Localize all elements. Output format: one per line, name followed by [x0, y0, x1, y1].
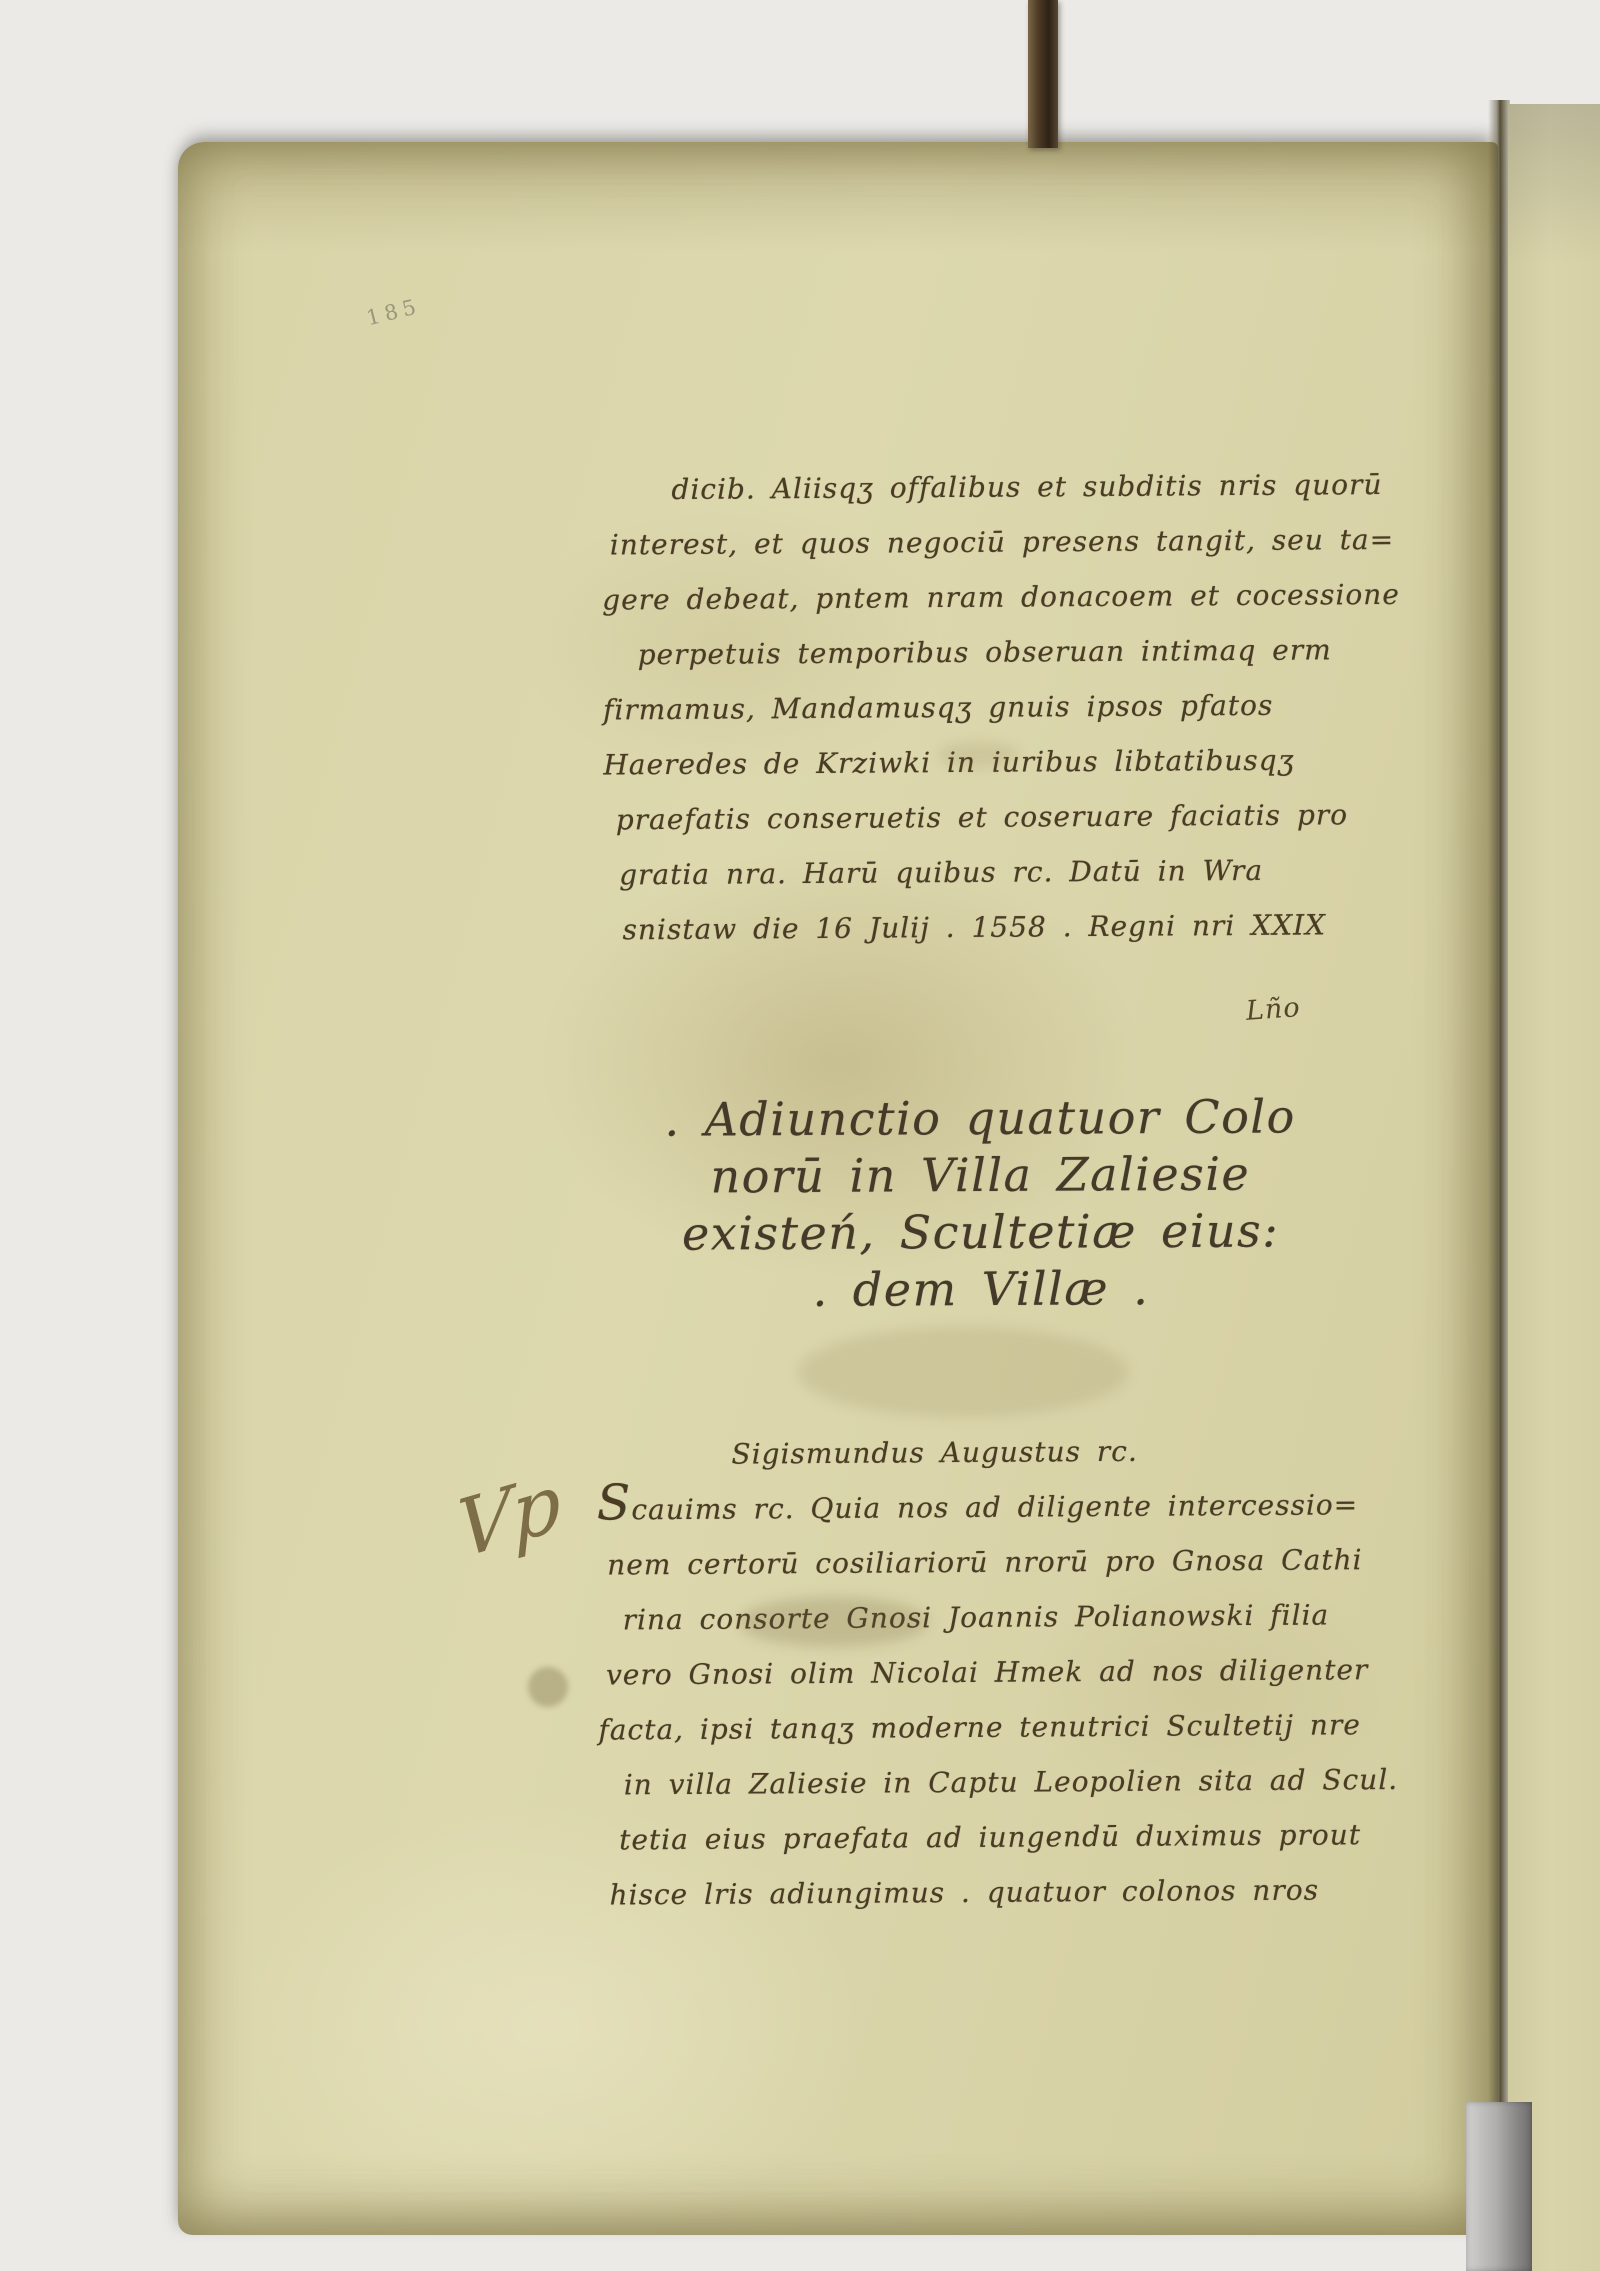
manuscript-line: praefatis conseruetis et coseruare faciatis pro: [615, 798, 1349, 837]
metal-clasp: [1466, 2102, 1532, 2271]
manuscript-line: hisce lris adiungimus . quatuor colonos nros: [609, 1873, 1320, 1912]
manuscript-line: nem certorū cosiliariorū nrorū pro Gnosa Cathi: [607, 1543, 1363, 1582]
marginal-note: Lño: [1244, 992, 1302, 1027]
manuscript-line: snistaw die 16 Julij . 1558 . Regni nri XXIX: [622, 908, 1327, 947]
manuscript-line: perpetuis temporibus obseruan intimaq erm: [637, 633, 1332, 672]
manuscript-line: rina consorte Gnosi Joannis Polianowski filia: [622, 1598, 1330, 1637]
manuscript-line: gratia nra. Harū quibus rc. Datū in Wra: [619, 853, 1264, 892]
folio-number: 185: [363, 293, 424, 331]
book-gutter-crease: [1488, 100, 1510, 2271]
section-heading: [607, 1088, 1353, 1320]
facing-page-edge: [1508, 104, 1600, 2271]
manuscript-line: dicib. Aliisqʒ offalibus et subditis nris quorū: [671, 467, 1383, 506]
manuscript-line: Sigismundus Augustus rc.: [731, 1434, 1138, 1471]
margin-paraph: Vp: [454, 1456, 564, 1578]
heading-line: . Adiunctio quatuor Colo: [664, 1089, 1296, 1147]
manuscript-line: in villa Zaliesie in Captu Leopolien sita ad Scul.: [623, 1762, 1399, 1802]
manuscript-page: [178, 142, 1498, 2235]
manuscript-line: gere debeat, pntem nram donacoem et cocessione: [602, 577, 1400, 617]
manuscript-line: vero Gnosi olim Nicolai Hmek ad nos diligenter: [605, 1653, 1369, 1692]
manuscript-line: tetia eius praefata ad iungendū duximus prout: [619, 1818, 1362, 1857]
heading-line: existeń, Scultetiæ eius:: [681, 1203, 1280, 1261]
bleedthrough-smudge: [798, 1327, 1128, 1417]
manuscript-line: interest, et quos negociū presens tangit, seu ta=: [609, 522, 1395, 562]
manuscript-line: facta, ipsi tanqʒ moderne tenutrici Scultetij nre: [598, 1708, 1361, 1747]
bleedthrough-smudge: [938, 742, 1018, 768]
manuscript-line: Haeredes de Krziwki in iuribus libtatibusqʒ: [603, 743, 1295, 782]
bookmark-ribbon: [1028, 0, 1058, 148]
manuscript-line: firmamus, Mandamusqʒ gnuis ipsos pfatos: [602, 688, 1274, 727]
heading-line: norū in Villa Zaliesie: [710, 1146, 1251, 1204]
heading-line: . dem Villæ .: [812, 1261, 1150, 1317]
body-passage: [596, 1422, 1399, 1922]
manuscript-line: Scauims rc. Quia nos ad diligente intercessio=: [596, 1474, 1359, 1532]
bleedthrough-smudge: [528, 1667, 568, 1707]
closing-passage: [601, 458, 1400, 958]
bleedthrough-smudge: [738, 1597, 928, 1647]
